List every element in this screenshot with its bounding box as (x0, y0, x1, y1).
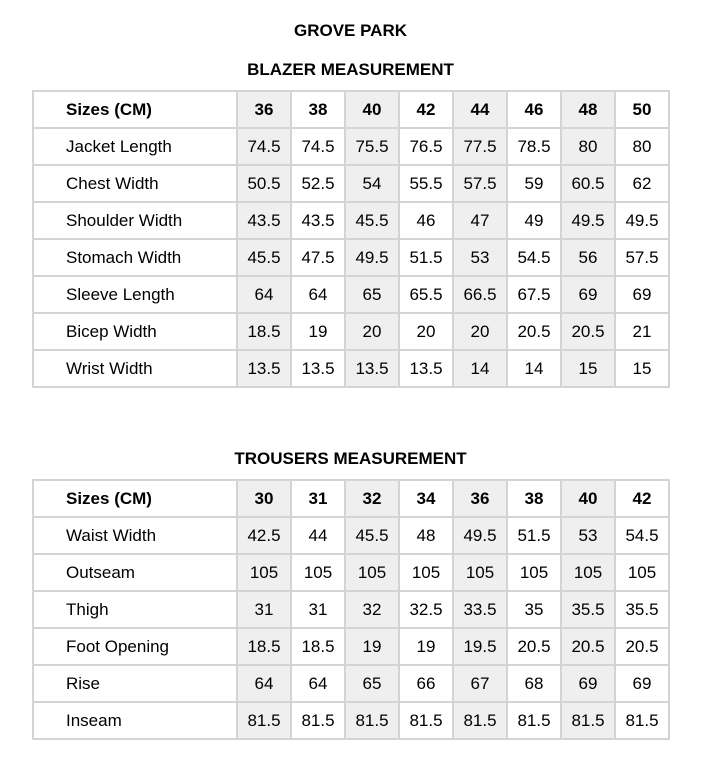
measurement-value-cell: 64 (291, 276, 345, 313)
header-label-cell: Sizes (CM) (33, 480, 237, 517)
table-row (33, 628, 669, 665)
table-row (33, 665, 669, 702)
measurement-value-cell: 81.5 (237, 702, 291, 739)
measurement-value-cell: 68 (507, 665, 561, 702)
measurement-value-cell: 19.5 (453, 628, 507, 665)
measurement-value-cell: 13.5 (345, 350, 399, 387)
measurement-value-cell: 64 (291, 665, 345, 702)
measurement-label-cell: Stomach Width (33, 239, 237, 276)
measurement-label-cell: Shoulder Width (33, 202, 237, 239)
measurement-value-cell: 20.5 (561, 628, 615, 665)
measurement-value-cell: 14 (453, 350, 507, 387)
measurement-value-cell: 105 (291, 554, 345, 591)
table-row (33, 591, 669, 628)
measurement-value-cell: 76.5 (399, 128, 453, 165)
measurement-value-cell: 20.5 (507, 313, 561, 350)
measurement-value-cell: 18.5 (237, 628, 291, 665)
size-header-cell: 44 (453, 91, 507, 128)
measurement-value-cell: 45.5 (345, 202, 399, 239)
measurement-value-cell: 20.5 (615, 628, 669, 665)
measurement-value-cell: 35 (507, 591, 561, 628)
measurement-label-cell: Bicep Width (33, 313, 237, 350)
trousers-size-table (32, 479, 670, 740)
size-header-cell: 32 (345, 480, 399, 517)
measurement-value-cell: 31 (237, 591, 291, 628)
table-row (33, 313, 669, 350)
measurement-value-cell: 32 (345, 591, 399, 628)
measurement-value-cell: 81.5 (291, 702, 345, 739)
measurement-label-cell: Thigh (33, 591, 237, 628)
measurement-value-cell: 15 (615, 350, 669, 387)
measurement-label-cell: Wrist Width (33, 350, 237, 387)
header-label-cell: Sizes (CM) (33, 91, 237, 128)
blazer-header-row (33, 91, 669, 128)
size-header-cell: 36 (453, 480, 507, 517)
measurement-value-cell: 18.5 (237, 313, 291, 350)
measurement-label-cell: Foot Opening (33, 628, 237, 665)
measurement-label-cell: Outseam (33, 554, 237, 591)
size-header-cell: 36 (237, 91, 291, 128)
measurement-value-cell: 105 (453, 554, 507, 591)
measurement-value-cell: 54 (345, 165, 399, 202)
table-row (33, 350, 669, 387)
size-header-cell: 31 (291, 480, 345, 517)
measurement-value-cell: 56 (561, 239, 615, 276)
size-header-cell: 48 (561, 91, 615, 128)
measurement-value-cell: 33.5 (453, 591, 507, 628)
measurement-value-cell: 78.5 (507, 128, 561, 165)
brand-title: GROVE PARK (293, 21, 408, 40)
measurement-value-cell: 49.5 (345, 239, 399, 276)
measurement-value-cell: 80 (561, 128, 615, 165)
measurement-value-cell: 75.5 (345, 128, 399, 165)
measurement-value-cell: 67.5 (507, 276, 561, 313)
measurement-value-cell: 44 (291, 517, 345, 554)
measurement-value-cell: 48 (399, 517, 453, 554)
table-row (33, 128, 669, 165)
measurement-value-cell: 66 (399, 665, 453, 702)
measurement-value-cell: 80 (615, 128, 669, 165)
measurement-value-cell: 32.5 (399, 591, 453, 628)
size-header-cell: 40 (345, 91, 399, 128)
measurement-value-cell: 81.5 (507, 702, 561, 739)
measurement-value-cell: 54.5 (615, 517, 669, 554)
measurement-value-cell: 51.5 (507, 517, 561, 554)
measurement-value-cell: 19 (345, 628, 399, 665)
measurement-value-cell: 62 (615, 165, 669, 202)
measurement-value-cell: 35.5 (561, 591, 615, 628)
measurement-value-cell: 13.5 (399, 350, 453, 387)
measurement-value-cell: 105 (237, 554, 291, 591)
measurement-value-cell: 55.5 (399, 165, 453, 202)
measurement-value-cell: 51.5 (399, 239, 453, 276)
measurement-value-cell: 20 (399, 313, 453, 350)
measurement-label-cell: Waist Width (33, 517, 237, 554)
measurement-value-cell: 69 (615, 665, 669, 702)
size-header-cell: 42 (399, 91, 453, 128)
measurement-value-cell: 69 (615, 276, 669, 313)
blazer-size-table (32, 90, 670, 388)
table-row (33, 276, 669, 313)
measurement-value-cell: 49.5 (453, 517, 507, 554)
size-header-cell: 40 (561, 480, 615, 517)
measurement-value-cell: 18.5 (291, 628, 345, 665)
blazer-section-title: BLAZER MEASUREMENT (247, 60, 454, 79)
measurement-label-cell: Jacket Length (33, 128, 237, 165)
measurement-value-cell: 105 (345, 554, 399, 591)
size-header-cell: 50 (615, 91, 669, 128)
measurement-value-cell: 59 (507, 165, 561, 202)
measurement-value-cell: 53 (561, 517, 615, 554)
measurement-value-cell: 45.5 (237, 239, 291, 276)
measurement-value-cell: 20.5 (561, 313, 615, 350)
measurement-value-cell: 81.5 (453, 702, 507, 739)
measurement-value-cell: 105 (507, 554, 561, 591)
measurement-value-cell: 21 (615, 313, 669, 350)
measurement-value-cell: 81.5 (345, 702, 399, 739)
trousers-section-title: TROUSERS MEASUREMENT (234, 449, 467, 468)
measurement-label-cell: Chest Width (33, 165, 237, 202)
measurement-value-cell: 14 (507, 350, 561, 387)
measurement-value-cell: 65 (345, 665, 399, 702)
measurement-value-cell: 20 (453, 313, 507, 350)
table-row (33, 554, 669, 591)
measurement-value-cell: 81.5 (399, 702, 453, 739)
measurement-value-cell: 105 (615, 554, 669, 591)
table-row (33, 165, 669, 202)
measurement-value-cell: 49.5 (615, 202, 669, 239)
measurement-value-cell: 31 (291, 591, 345, 628)
measurement-value-cell: 66.5 (453, 276, 507, 313)
measurement-value-cell: 67 (453, 665, 507, 702)
table-row (33, 702, 669, 739)
table-row (33, 202, 669, 239)
measurement-value-cell: 13.5 (237, 350, 291, 387)
measurement-value-cell: 45.5 (345, 517, 399, 554)
measurement-value-cell: 81.5 (561, 702, 615, 739)
size-header-cell: 46 (507, 91, 561, 128)
size-header-cell: 34 (399, 480, 453, 517)
measurement-value-cell: 65 (345, 276, 399, 313)
measurement-value-cell: 53 (453, 239, 507, 276)
measurement-label-cell: Rise (33, 665, 237, 702)
table-row (33, 517, 669, 554)
measurement-value-cell: 47 (453, 202, 507, 239)
measurement-value-cell: 49.5 (561, 202, 615, 239)
measurement-value-cell: 35.5 (615, 591, 669, 628)
measurement-value-cell: 105 (399, 554, 453, 591)
size-header-cell: 38 (507, 480, 561, 517)
size-header-cell: 42 (615, 480, 669, 517)
measurement-value-cell: 13.5 (291, 350, 345, 387)
measurement-value-cell: 81.5 (615, 702, 669, 739)
measurement-value-cell: 42.5 (237, 517, 291, 554)
measurement-value-cell: 77.5 (453, 128, 507, 165)
measurement-value-cell: 64 (237, 276, 291, 313)
measurement-value-cell: 19 (291, 313, 345, 350)
measurement-value-cell: 60.5 (561, 165, 615, 202)
measurement-value-cell: 69 (561, 665, 615, 702)
measurement-value-cell: 47.5 (291, 239, 345, 276)
measurement-value-cell: 52.5 (291, 165, 345, 202)
size-header-cell: 30 (237, 480, 291, 517)
measurement-value-cell: 46 (399, 202, 453, 239)
measurement-label-cell: Inseam (33, 702, 237, 739)
measurement-value-cell: 65.5 (399, 276, 453, 313)
measurement-value-cell: 74.5 (237, 128, 291, 165)
measurement-value-cell: 57.5 (453, 165, 507, 202)
measurement-value-cell: 20.5 (507, 628, 561, 665)
measurement-value-cell: 43.5 (237, 202, 291, 239)
size-header-cell: 38 (291, 91, 345, 128)
measurement-value-cell: 20 (345, 313, 399, 350)
measurement-value-cell: 105 (561, 554, 615, 591)
measurement-value-cell: 69 (561, 276, 615, 313)
measurement-label-cell: Sleeve Length (33, 276, 237, 313)
measurement-value-cell: 43.5 (291, 202, 345, 239)
trousers-header-row (33, 480, 669, 517)
measurement-value-cell: 54.5 (507, 239, 561, 276)
measurement-value-cell: 50.5 (237, 165, 291, 202)
measurement-value-cell: 15 (561, 350, 615, 387)
measurement-value-cell: 64 (237, 665, 291, 702)
measurement-value-cell: 49 (507, 202, 561, 239)
measurement-value-cell: 74.5 (291, 128, 345, 165)
table-row (33, 239, 669, 276)
measurement-value-cell: 19 (399, 628, 453, 665)
measurement-value-cell: 57.5 (615, 239, 669, 276)
